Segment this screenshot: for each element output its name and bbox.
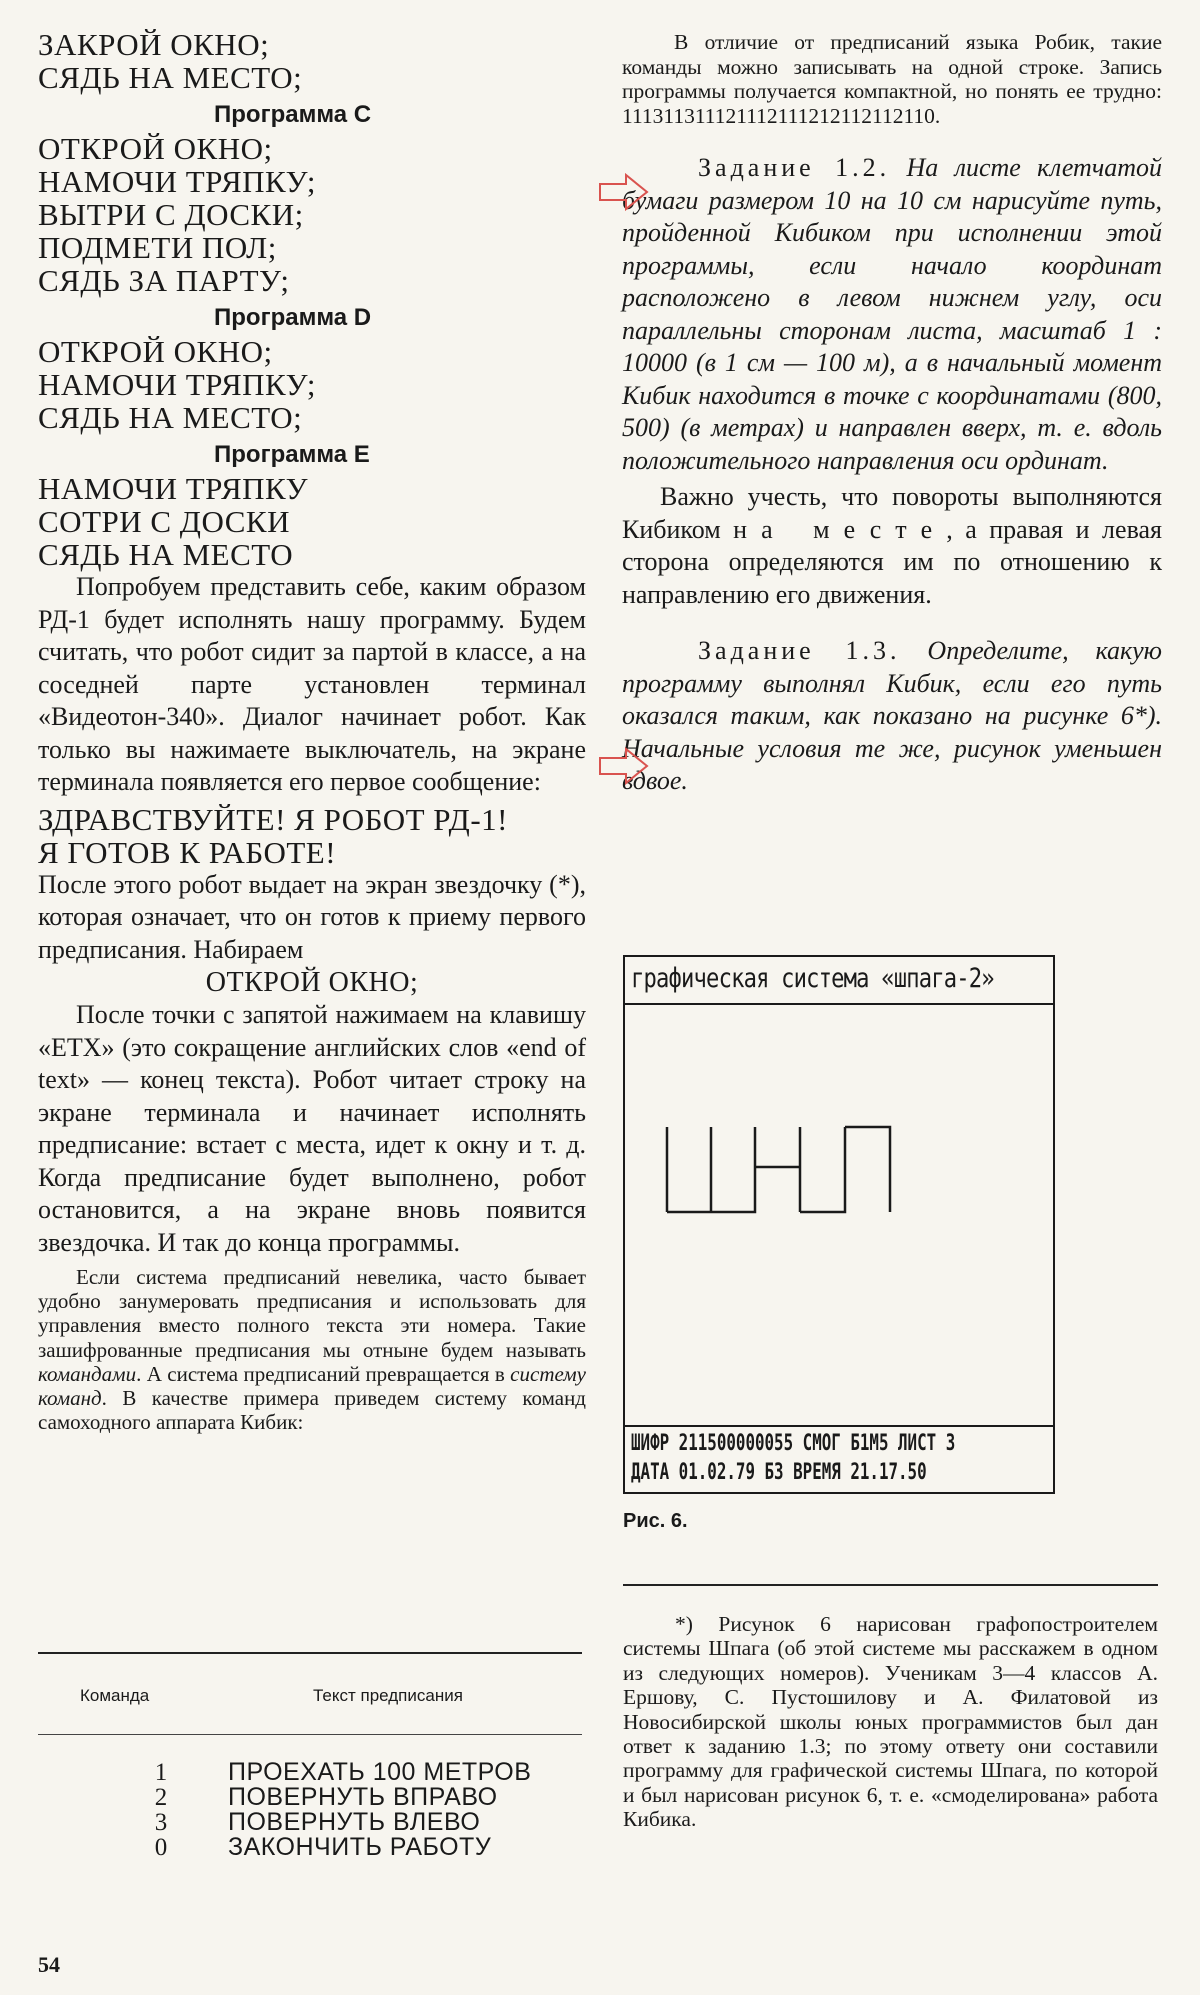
table-divider [38, 1734, 582, 1735]
task-1-2-text: На листе клетчатой бумаги размером 10 на 10 см нарисуйте путь, пройденной Кибиком при исполнении этой программы, если начало координат расположено в левом нижнем углу, оси параллельны сторонам листа, масштаб 1 : 10000 (в 1 см — 100 м), а в начальный момент Кибик находится в точке с координатами (800, 500) (в метрах) и направлен вверх, т. е. вдоль положительного направления оси ординат. [622, 153, 1162, 475]
command-number: 2 [154, 1784, 168, 1811]
paragraph-etx: После точки с запятой нажимаем на клавишу «ЕТХ» (это сокращение английских слов «end of text» — конец текста). Робот читает строку на экране терминала и начинает исполнять предписание: встает с места, идет к окну и т. д. Когда предписание будет выполнено, робот остановится, а на экране вновь появится звездочка. И так до конца программы. [38, 1000, 586, 1257]
paragraph-robot-dialog: Попробуем представить себе, каким образом РД-1 будет исполнять нашу программу. Будем считать, что робот сидит за партой в классе, а на соседней парте установлен терминал «Видеотон-340». Диалог начинает робот. Как только вы нажимаете выключатель, на экране терминала появляется его первое сообщение: [38, 572, 586, 796]
program-line: НАМОЧИ ТРЯПКУ; [38, 164, 316, 199]
program-e-heading: Программа E [214, 441, 370, 468]
program-line: НАМОЧИ ТРЯПКУ; [38, 367, 316, 402]
command-table [38, 1652, 582, 1869]
task-1-3 [622, 635, 1162, 798]
right-column [622, 30, 1162, 798]
footnote: *) Рисунок 6 нарисован графопостроителем системы Шпага (об этой системе мы расскажем в одном из следующих номеров). Ученикам 3—4 классов А. Ершову, С. Пустошилову и А. Филатовой из Новосибирской школы юных программистов был дан ответ к заданию 1.3; по этому ответу они составили программу для графической системы Шпага, по которой и был нарисован рисунок 6, т. е. «смоделирована» работа Кибика. [623, 1612, 1158, 1832]
command-text: ПОВЕРНУТЬ ВПРАВО [228, 1783, 498, 1811]
command-text: ЗАКОНЧИТЬ РАБОТУ [228, 1833, 492, 1861]
task-1-3-label: Задание 1.3. [698, 636, 901, 666]
program-line: ПОДМЕТИ ПОЛ; [38, 230, 277, 265]
table-row [38, 1760, 582, 1785]
program-line: СЯДЬ НА МЕСТО; [38, 400, 303, 435]
command-text: ПОВЕРНУТЬ ВЛЕВО [228, 1808, 481, 1836]
figure-info-line: ДАТА 01.02.79 Б3 ВРЕМЯ 21.17.50 [631, 1460, 927, 1485]
greeting-line: ЗДРАВСТВУЙТЕ! Я РОБОТ РД-1! [38, 801, 508, 837]
program-c-heading: Программа C [214, 101, 372, 128]
program-line: ОТКРОЙ ОКНО; [38, 334, 273, 369]
paragraph-compact-program: В отличие от предписаний языка Робик, такие команды можно записывать на одной строке. Запись программы получается компактной, но понять ее трудно: 111311311121112111212112112110. [622, 30, 1162, 128]
table-row [38, 1785, 582, 1810]
task-1-2 [622, 152, 1162, 477]
command-number: 3 [154, 1809, 168, 1836]
left-column [38, 28, 586, 1434]
figure-divider [625, 1425, 1053, 1427]
command-number: 0 [154, 1834, 168, 1861]
program-line: СЯДЬ НА МЕСТО; [38, 60, 303, 95]
program-line: СОТРИ С ДОСКИ [38, 504, 290, 539]
figure-plotter-output [623, 955, 1055, 1494]
table-row [38, 1835, 582, 1860]
task-1-3-text: Определите, какую программу выполнял Кибик, если его путь оказался таким, как показано на рисунке 6*). Начальные условия те же, рисунок уменьшен вдвое. [622, 636, 1163, 796]
page-number: 54 [38, 1952, 60, 1977]
greeting-line: Я ГОТОВ К РАБОТЕ! [38, 834, 337, 870]
program-d-heading: Программа D [214, 304, 372, 331]
program-line: ВЫТРИ С ДОСКИ; [38, 197, 304, 232]
paragraph-commands: Если система предписаний невелика, часто бывает удобно занумеровать предписания и использовать для управления вместо полного текста эти номера. Такие зашифрованные предписания мы отныне будем называть командами. А система предписаний превращается в систему команд. В качестве примера приведем систему команд самоходного аппарата Кибик: [38, 1265, 586, 1435]
figure-title: графическая система «шпага-2» [631, 963, 994, 994]
margin-arrow-icon [598, 746, 650, 786]
kibik-path-drawing [625, 957, 1053, 1492]
paragraph-turns: Важно учесть, что повороты выполняются Кибиком на месте, а правая и левая сторона определяются им по отношению к направлению его движения. [622, 482, 1162, 609]
task-1-2-label: Задание 1.2. [698, 153, 891, 183]
program-line: ЗАКРОЙ ОКНО; [38, 27, 270, 62]
table-header-command: Команда [80, 1686, 150, 1705]
figure-info-line: ШИФР 211500000055 СМОГ Б1М5 ЛИСТ 3 [631, 1431, 956, 1456]
paragraph-asterisk: После этого робот выдает на экран звездочку (*), которая означает, что он готов к приему первого предписания. Набираем [38, 869, 586, 964]
program-line: СЯДЬ НА МЕСТО [38, 537, 294, 572]
command-number: 1 [154, 1759, 168, 1786]
table-row [38, 1810, 582, 1835]
typed-command: ОТКРОЙ ОКНО; [205, 967, 419, 998]
command-text: ПРОЕХАТЬ 100 МЕТРОВ [228, 1758, 532, 1786]
footnote-divider [623, 1584, 1158, 1586]
figure-caption: Рис. 6. [623, 1510, 688, 1532]
program-line: СЯДЬ ЗА ПАРТУ; [38, 263, 290, 298]
table-header-text: Текст предписания [313, 1686, 463, 1705]
program-line: ОТКРОЙ ОКНО; [38, 131, 273, 166]
program-line: НАМОЧИ ТРЯПКУ [38, 471, 309, 506]
margin-arrow-icon [598, 172, 650, 212]
